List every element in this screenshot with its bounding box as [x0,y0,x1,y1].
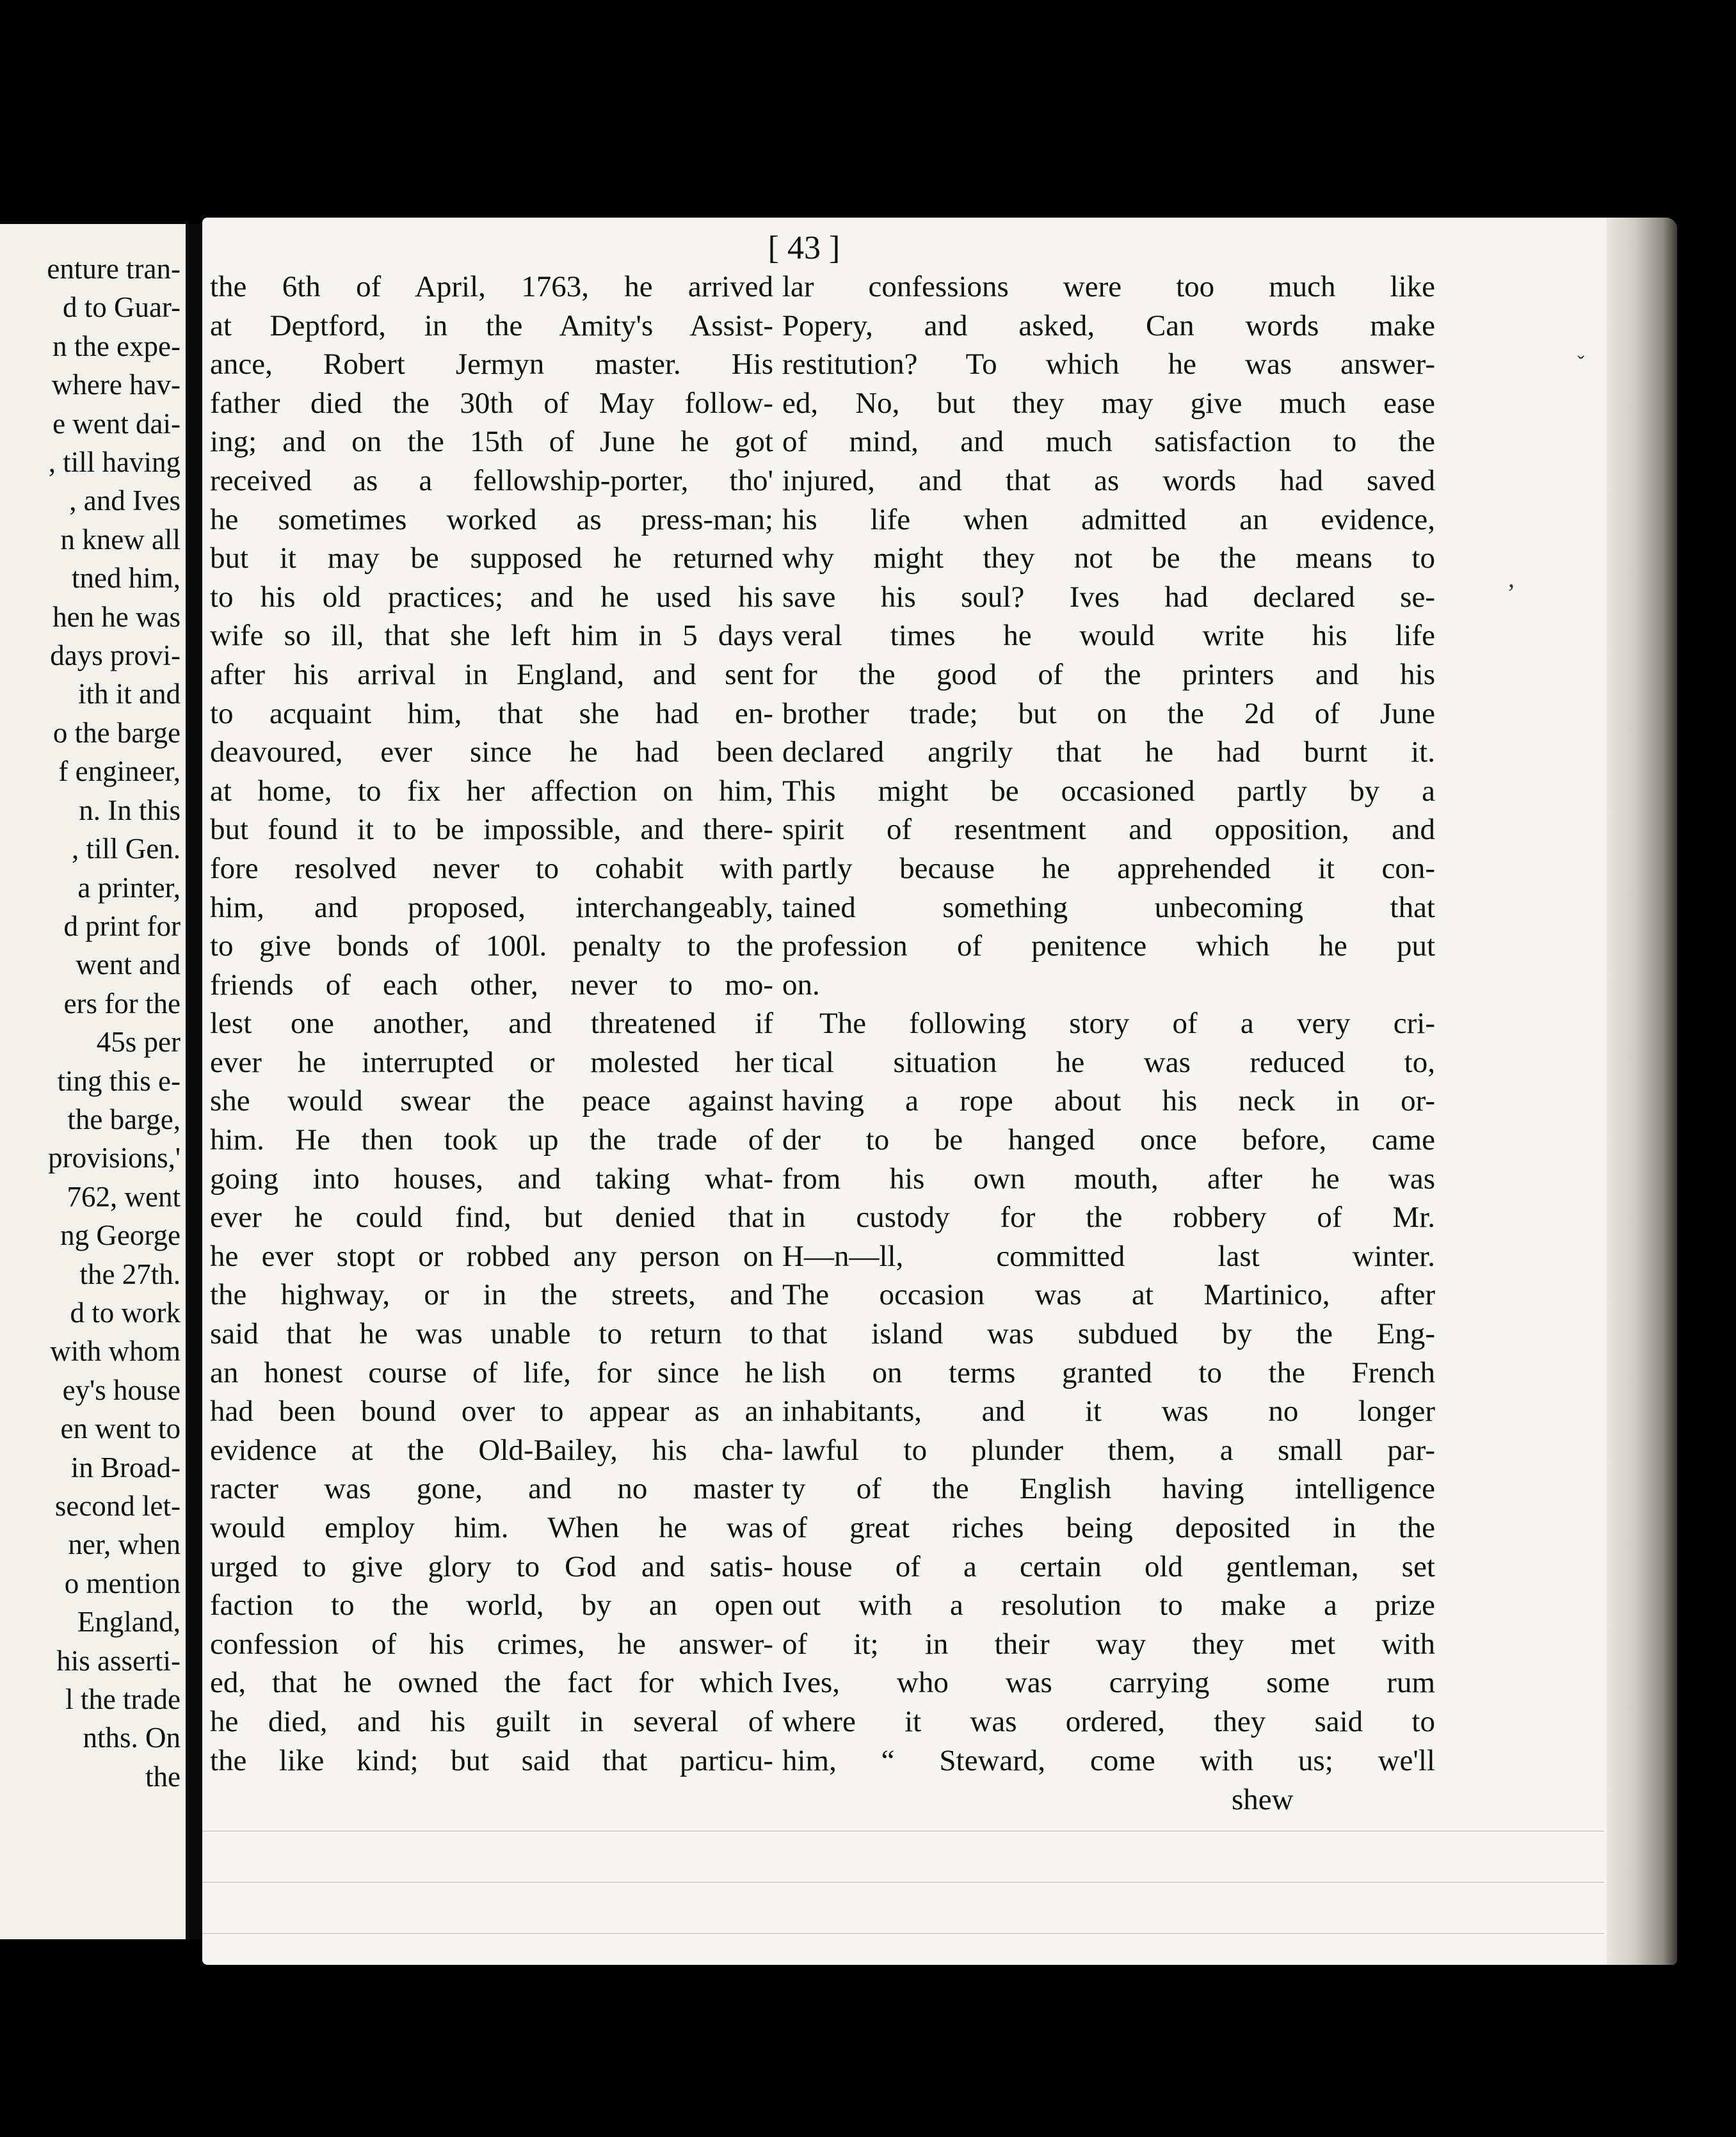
text-line: declared angrily that he had burnt it. [782,735,1435,769]
text-line: racter was gone, and no master [210,1472,773,1506]
text-line: why might they not be the means to [782,541,1435,575]
text-line: of it; in their way they met with [782,1627,1435,1661]
left-page-line: ers for the [63,987,181,1020]
text-line: fore resolved never to cohabit with [210,851,773,885]
text-line: at Deptford, in the Amity's Assist- [210,308,773,342]
left-page-line: e went dai- [52,407,181,440]
text-line: friends of each other, never to mo- [210,968,773,1002]
left-page-line: ey's house [62,1373,181,1406]
left-page-text [0,250,181,1796]
text-line: wife so ill, that she left him in 5 days [210,619,773,653]
text-line: ed, that he owned the fact for which [210,1666,773,1700]
text-line: from his own mouth, after he was [782,1162,1435,1196]
left-page-line: n the expe- [52,330,181,362]
left-page-line: England, [77,1606,181,1638]
left-page-line: d to work [70,1296,181,1329]
left-page-line: provisions,' [48,1142,181,1174]
text-line: Ives, who was carrying some rum [782,1666,1435,1700]
left-page-line: days provi- [50,639,181,672]
left-page-line: o mention [64,1567,181,1599]
text-line: he sometimes worked as press-man; [210,502,773,536]
main-page [202,218,1677,1965]
text-line: spirit of resentment and opposition, and [782,813,1435,847]
margin-mark: ˇ [1577,352,1585,376]
text-line: Popery, and asked, Can words make [782,308,1435,342]
text-line: H—n—ll, committed last winter. [782,1239,1435,1273]
text-line: his life when admitted an evidence, [782,502,1435,536]
text-line: tical situation he was reduced to, [782,1045,1435,1079]
left-page-line: hen he was [52,600,181,633]
catchword: shew [1232,1783,1294,1816]
left-page-line: second let- [54,1490,181,1522]
text-line: house of a certain old gentleman, set [782,1549,1435,1583]
text-line: veral times he would write his life [782,619,1435,653]
text-line: but it may be supposed he returned [210,541,773,575]
text-line: save his soul? Ives had declared se- [782,580,1435,614]
text-line: The occasion was at Martinico, after [782,1278,1435,1312]
text-line: where it was ordered, they said to [782,1704,1435,1738]
left-page-line: l the trade [65,1683,181,1716]
page-number: [ 43 ] [768,230,840,266]
text-line: ever he could find, but denied that [210,1201,773,1235]
text-line: to his old practices; and he used his [210,580,773,614]
left-page-line: n. In this [79,794,181,826]
text-line: he died, and his guilt in several of [210,1704,773,1738]
text-line: father died the 30th of May follow- [210,386,773,420]
text-line: faction to the world, by an open [210,1589,773,1622]
text-line: of mind, and much satisfaction to the [782,425,1435,459]
text-line: ance, Robert Jermyn master. His [210,348,773,381]
text-line: ed, No, but they may give much ease [782,386,1435,420]
text-line: received as a fellowship-porter, tho' [210,463,773,497]
text-line: would employ him. When he was [210,1511,773,1544]
text-line: to acquaint him, that she had en- [210,696,773,730]
text-line: confession of his crimes, he answer- [210,1627,773,1661]
left-page-line: where hav- [51,369,181,401]
text-line: evidence at the Old-Bailey, his cha- [210,1433,773,1467]
text-line: The following story of a very cri- [819,1007,1435,1041]
text-line: but found it to be impossible, and there- [210,813,773,847]
text-line: restitution? To which he was answer- [782,348,1435,381]
text-line: going into houses, and taking what- [210,1162,773,1196]
left-page-line: ng George [60,1219,181,1252]
text-line: ing; and on the 15th of June he got [210,425,773,459]
left-page-line: with whom [50,1335,181,1368]
left-page-line: the [145,1760,181,1793]
left-page-line: ner, when [68,1528,181,1561]
left-page-line: a printer, [77,871,181,904]
text-line: the 6th of April, 1763, he arrived [210,270,773,303]
text-line: after his arrival in England, and sent [210,657,773,691]
left-page-line: went and [76,948,181,981]
text-line: said that he was unable to return to [210,1317,773,1351]
left-page-line: en went to [60,1413,181,1445]
text-line: ever he interrupted or molested her [210,1045,773,1079]
page-edge-shadow [1607,218,1677,1965]
left-page-line: 45s per [96,1026,181,1059]
text-line: of great riches being deposited in the [782,1511,1435,1544]
text-line: lawful to plunder them, a small par- [782,1433,1435,1467]
text-line: him, “ Steward, come with us; we'll [782,1743,1435,1777]
text-line: lar confessions were too much like [782,270,1435,303]
book-gutter [186,224,202,1939]
left-page-line: the barge, [67,1103,181,1135]
text-line: urged to give glory to God and satis- [210,1549,773,1583]
text-line: inhabitants, and it was no longer [782,1395,1435,1429]
text-line: ty of the English having intelligence [782,1472,1435,1506]
text-line: on. [782,968,820,1002]
left-page-line: ith it and [78,678,181,710]
left-page-line: ting this e- [57,1064,181,1097]
left-page-fragment [0,224,189,1939]
text-line: he ever stopt or robbed any person on [210,1239,773,1273]
text-line: to give bonds of 100l. penalty to the [210,929,773,963]
left-page-line: o the barge [52,716,181,749]
text-line: that island was subdued by the Eng- [782,1317,1435,1351]
left-page-line: his asserti- [56,1644,181,1677]
text-line: at home, to fix her affection on him, [210,774,773,808]
left-page-line: in Broad- [70,1451,181,1484]
text-line: an honest course of life, for since he [210,1356,773,1389]
text-column-left [210,268,773,1780]
page-rule-line [202,1830,1604,1832]
text-line: having a rope about his neck in or- [782,1084,1435,1118]
left-page-line: , till having [48,446,181,479]
text-line: der to be hanged once before, came [782,1123,1435,1157]
left-page-line: the 27th. [79,1258,181,1290]
text-line: out with a resolution to make a prize [782,1589,1435,1622]
text-line: she would swear the peace against [210,1084,773,1118]
text-line: for the good of the printers and his [782,657,1435,691]
text-line: partly because he apprehended it con- [782,851,1435,885]
left-page-line: , till Gen. [72,833,181,865]
text-line: deavoured, ever since he had been [210,735,773,769]
page-rule-line [202,1933,1604,1934]
text-line: injured, and that as words had saved [782,463,1435,497]
left-page-line: , and Ives [69,484,181,517]
left-page-line: n knew all [60,523,181,556]
text-line: profession of penitence which he put [782,929,1435,963]
text-line: tained something unbecoming that [782,890,1435,924]
text-line: brother trade; but on the 2d of June [782,696,1435,730]
text-line: lest one another, and threatened if [210,1007,773,1041]
page-rule-line [202,1882,1604,1883]
left-page-line: 762, went [67,1180,181,1213]
left-page-line: enture tran- [47,253,181,285]
left-page-line: d print for [63,909,181,942]
left-page-line: f engineer, [58,755,181,788]
text-line: had been bound over to appear as an [210,1395,773,1429]
left-page-line: d to Guar- [62,291,181,324]
text-line: This might be occasioned partly by a [782,774,1435,808]
text-line: him, and proposed, interchangeably, [210,890,773,924]
text-line: lish on terms granted to the French [782,1356,1435,1389]
text-line: the like kind; but said that particu- [210,1743,773,1777]
text-line: in custody for the robbery of Mr. [782,1201,1435,1235]
left-page-line: nths. On [83,1722,181,1754]
text-line: him. He then took up the trade of [210,1123,773,1157]
text-line: the highway, or in the streets, and [210,1278,773,1312]
text-column-right [782,268,1435,1780]
margin-mark: , [1508,564,1515,593]
left-page-line: tned him, [72,562,181,595]
